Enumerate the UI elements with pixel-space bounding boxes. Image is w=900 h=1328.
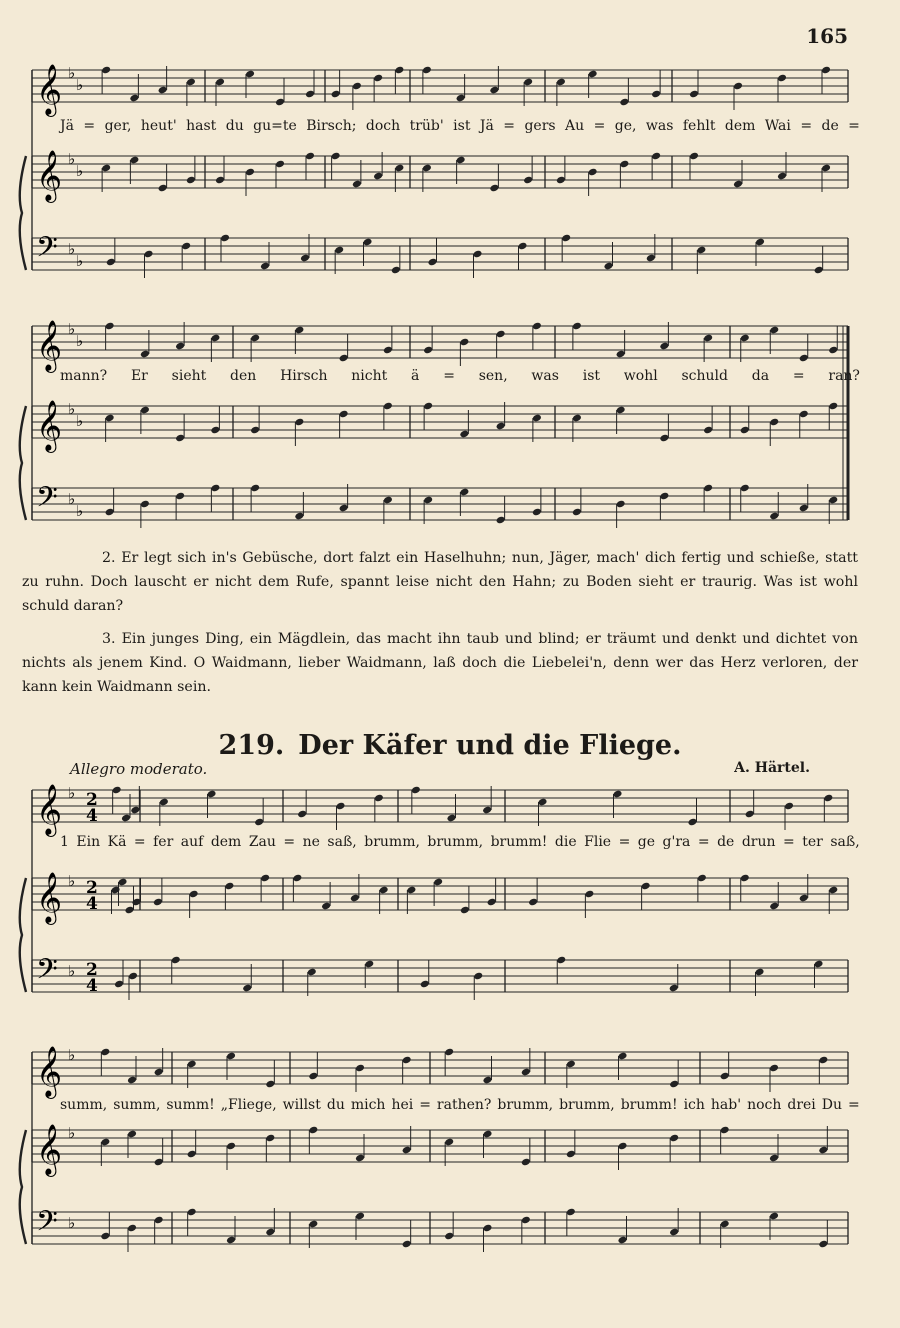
time-signature-bottom: 4 xyxy=(86,894,98,914)
lyric-syllable: saß, xyxy=(830,834,860,850)
page-number: 165 xyxy=(806,24,848,48)
lyric-syllable: brumm, xyxy=(559,1097,615,1113)
treble-clef-icon: 𝄞 xyxy=(36,150,63,201)
lyric-syllable: = xyxy=(443,368,455,384)
treble-clef-icon: 𝄞 xyxy=(36,64,63,115)
composer-name: A. Härtel. xyxy=(734,760,810,776)
lyric-syllable: schuld xyxy=(681,368,728,384)
bass-clef-icon: 𝄢 xyxy=(36,953,58,993)
lyric-syllable: da xyxy=(751,368,770,384)
lyric-syllable: = xyxy=(848,1097,860,1113)
song2-system-2 xyxy=(0,1040,900,1280)
lyric-syllable: ich xyxy=(683,1097,705,1113)
song1-system-1 xyxy=(0,60,900,280)
lyric-syllable: dem xyxy=(210,834,242,850)
lyric-syllable: mich xyxy=(350,1097,386,1113)
lyric-syllable: de xyxy=(717,834,735,850)
lyric-syllable: ne xyxy=(302,834,320,850)
lyric-syllable: Ein xyxy=(76,834,101,850)
treble-clef-icon: 𝄞 xyxy=(36,320,63,371)
flat-icon: ♭ xyxy=(76,412,84,430)
flat-icon: ♭ xyxy=(68,64,76,82)
lyric-syllable: doch xyxy=(365,118,401,134)
lyric-syllable: die xyxy=(554,834,577,850)
song-title xyxy=(0,730,900,761)
song1-lyrics-line-1 xyxy=(60,118,860,134)
flat-icon: ♭ xyxy=(68,784,76,802)
lyric-syllable: sieht xyxy=(171,368,207,384)
lyric-syllable: = xyxy=(283,834,296,850)
lyric-syllable: = xyxy=(133,834,146,850)
lyric-syllable: fer xyxy=(153,834,174,850)
lyric-syllable: nicht xyxy=(351,368,388,384)
flat-icon: ♭ xyxy=(68,962,76,980)
treble-clef-icon: 𝄞 xyxy=(36,1124,63,1175)
lyric-syllable: fehlt xyxy=(682,118,716,134)
lyric-syllable: saß, xyxy=(327,834,357,850)
lyric-syllable: = xyxy=(800,118,813,134)
song2-lyrics-line-2 xyxy=(60,1097,860,1113)
flat-icon: ♭ xyxy=(68,490,76,508)
lyric-syllable: brumm! xyxy=(490,834,548,850)
flat-icon: ♭ xyxy=(76,502,84,520)
lyric-syllable: = xyxy=(618,834,631,850)
lyric-syllable: summ, xyxy=(113,1097,161,1113)
song1-verse-2: 2. Er legt sich in's Gebüsche, dort falzt ein Haselhuhn; nun, Jäger, mach' dich fertig und schieße, statt zu ruhn. Doch lauscht er nicht dem Rufe, spannt leise nicht den Hahn; zu Boden sieht er traurig. Was ist wohl schuld daran? xyxy=(22,550,858,614)
lyric-syllable: ist xyxy=(582,368,601,384)
flat-icon: ♭ xyxy=(68,240,76,258)
time-signature-bottom: 4 xyxy=(86,806,98,826)
lyric-syllable: ä xyxy=(411,368,420,384)
lyric-syllable: ge xyxy=(637,834,656,850)
lyric-syllable: brumm, xyxy=(427,834,484,850)
brace-icon xyxy=(20,1130,26,1244)
flat-icon: ♭ xyxy=(68,1124,76,1142)
brace-icon xyxy=(20,878,26,992)
lyric-syllable: dem xyxy=(724,118,756,134)
song-title-text: Der Käfer und die Fliege. xyxy=(298,730,682,761)
lyric-syllable: „Fliege, xyxy=(220,1097,277,1113)
lyric-syllable: = xyxy=(697,834,710,850)
song1-verse-3: 3. Ein junges Ding, ein Mägdlein, das macht ihn taub und blind; er träumt und denkt und dichtet von nichts als jenem Kind. O Waidmann, lieber Waidmann, laß doch die Liebelei'n, denn wer das Herz verloren, der kann kein Waidmann sein. xyxy=(22,631,858,695)
time-signature-bottom: 4 xyxy=(86,976,98,996)
lyric-syllable: drun xyxy=(741,834,776,850)
treble-clef-icon: 𝄞 xyxy=(36,872,63,923)
time-signature-top: 2 xyxy=(86,960,98,980)
lyric-syllable: was xyxy=(645,118,674,134)
lyric-syllable: auf xyxy=(180,834,204,850)
lyric-syllable: de xyxy=(821,118,839,134)
lyric-syllable: brumm, xyxy=(364,834,420,850)
lyric-syllable: Au xyxy=(565,118,585,134)
lyric-syllable: du xyxy=(225,118,244,134)
lyric-syllable: gu=te xyxy=(253,118,297,134)
lyric-syllable: g'ra xyxy=(662,834,691,850)
lyric-syllable: willst xyxy=(282,1097,321,1113)
treble-clef-icon: 𝄞 xyxy=(36,400,63,451)
lyric-syllable: Jä xyxy=(60,118,74,134)
lyric-syllable: ran? xyxy=(828,368,860,384)
lyric-syllable: Du xyxy=(821,1097,843,1113)
lyric-syllable: ter xyxy=(802,834,823,850)
lyric-syllable: hab' xyxy=(710,1097,742,1113)
lyric-syllable: Hirsch xyxy=(280,368,328,384)
song2-lyrics-line-1 xyxy=(60,834,860,850)
lyric-syllable: rathen? xyxy=(436,1097,492,1113)
flat-icon: ♭ xyxy=(68,400,76,418)
lyric-syllable: drei xyxy=(787,1097,816,1113)
flat-icon: ♭ xyxy=(76,162,84,180)
flat-icon: ♭ xyxy=(76,252,84,270)
lyric-syllable: heut' xyxy=(140,118,177,134)
song1-system-2 xyxy=(0,318,900,548)
lyric-syllable: hei xyxy=(391,1097,414,1113)
lyric-syllable: den xyxy=(230,368,257,384)
lyric-syllable: gers xyxy=(524,118,556,134)
lyric-syllable: = xyxy=(792,368,805,384)
lyric-syllable: sen, xyxy=(478,368,508,384)
bass-clef-icon: 𝄢 xyxy=(36,481,58,521)
song-number: 219. xyxy=(218,730,285,761)
flat-icon: ♭ xyxy=(68,150,76,168)
lyric-syllable: Er xyxy=(130,368,148,384)
lyric-syllable: brumm, xyxy=(497,1097,554,1113)
song2-system-1 xyxy=(0,780,900,1020)
bass-clef-icon: 𝄢 xyxy=(36,1205,58,1245)
brace-icon xyxy=(20,156,26,270)
lyric-syllable: wohl xyxy=(623,368,658,384)
lyric-syllable: noch xyxy=(747,1097,782,1113)
lyric-syllable: brumm! xyxy=(620,1097,678,1113)
lyric-syllable: = xyxy=(419,1097,431,1113)
lyric-syllable: mann? xyxy=(60,368,108,384)
lyric-syllable: = xyxy=(503,118,516,134)
time-signature-top: 2 xyxy=(86,878,98,898)
song2-system-2-score xyxy=(0,1040,900,1280)
treble-clef-icon: 𝄞 xyxy=(36,1046,63,1097)
lyric-syllable: ge, xyxy=(614,118,637,134)
lyric-syllable: ger, xyxy=(104,118,132,134)
lyric-syllable: trüb' xyxy=(409,118,444,134)
tempo-marking: Allegro moderato. xyxy=(70,760,208,778)
lyric-syllable: hast xyxy=(186,118,217,134)
lyric-syllable: Flie xyxy=(584,834,612,850)
lyric-syllable: = xyxy=(83,118,96,134)
lyric-syllable: du xyxy=(326,1097,345,1113)
flat-icon: ♭ xyxy=(76,332,84,350)
lyric-syllable: summ, xyxy=(60,1097,108,1113)
lyric-syllable: Zau xyxy=(248,834,276,850)
song1-lyrics-line-2 xyxy=(60,368,860,384)
bass-clef-icon: 𝄢 xyxy=(36,231,58,271)
lyric-syllable: = xyxy=(848,118,860,134)
lyric-syllable: Birsch; xyxy=(306,118,357,134)
flat-icon: ♭ xyxy=(68,1214,76,1232)
lyric-syllable: = xyxy=(783,834,795,850)
lyric-syllable: = xyxy=(593,118,606,134)
song1-system-1-score xyxy=(0,60,900,280)
lyric-syllable: summ! xyxy=(166,1097,215,1113)
lyric-syllable: Kä xyxy=(107,834,127,850)
lyric-syllable: was xyxy=(531,368,559,384)
lyric-syllable: Jä xyxy=(479,118,494,134)
flat-icon: ♭ xyxy=(68,872,76,890)
time-signature-top: 2 xyxy=(86,790,98,810)
flat-icon: ♭ xyxy=(68,1046,76,1064)
flat-icon: ♭ xyxy=(76,76,84,94)
lyric-syllable: ist xyxy=(453,118,471,134)
lyric-syllable: Wai xyxy=(764,118,791,134)
lyric-syllable: 1 xyxy=(60,834,69,850)
flat-icon: ♭ xyxy=(68,320,76,338)
song2-system-1-score xyxy=(0,780,900,1020)
brace-icon xyxy=(20,406,26,520)
treble-clef-icon: 𝄞 xyxy=(36,784,63,835)
song1-system-2-score xyxy=(0,318,900,548)
